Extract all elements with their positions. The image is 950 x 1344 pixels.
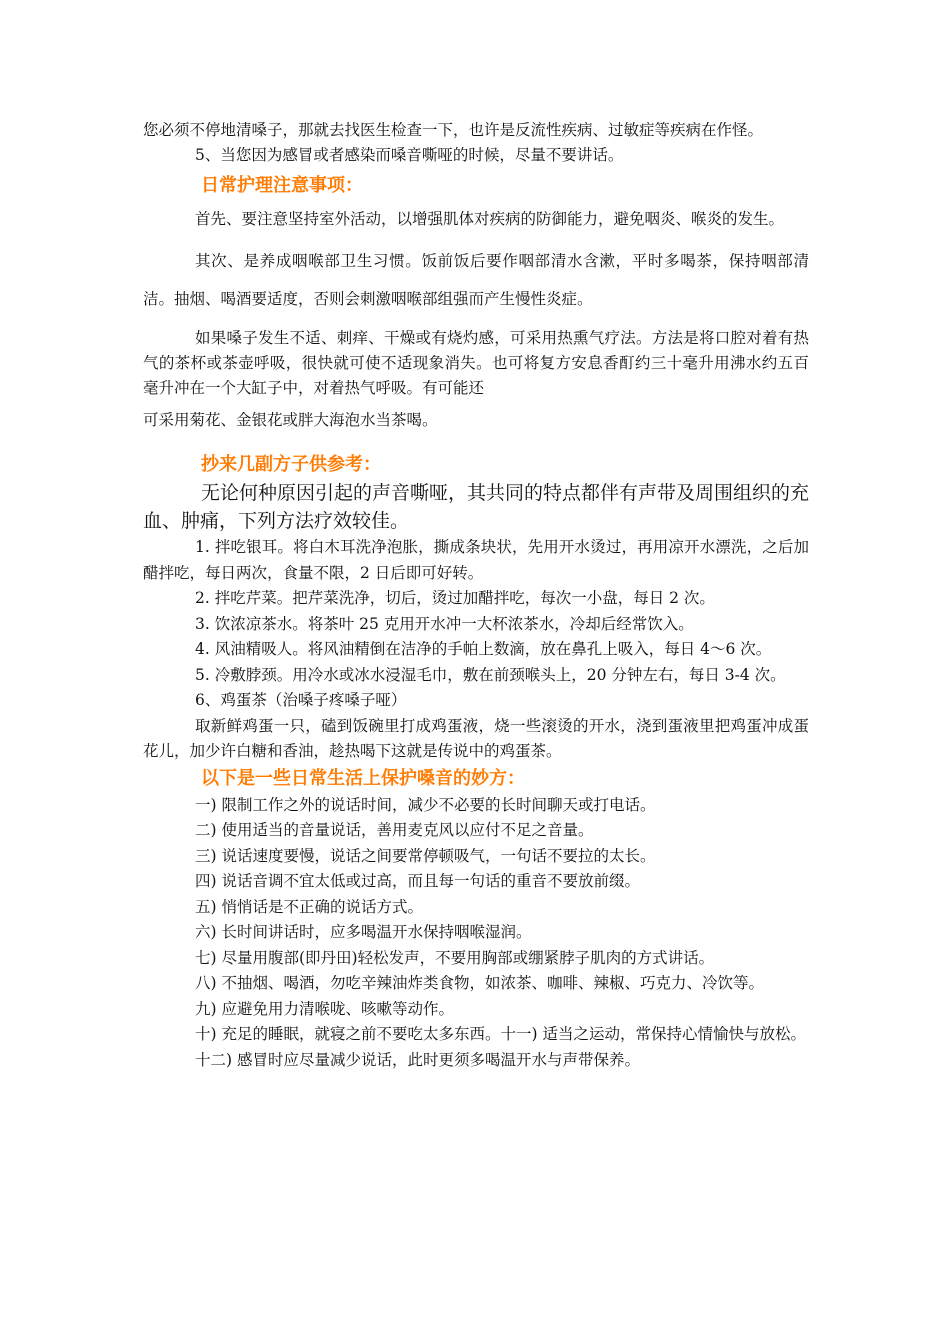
document-page	[143, 118, 809, 1073]
tip-item: 八) 不抽烟、喝酒，勿吃辛辣油炸类食物，如浓茶、咖啡、辣椒、巧克力、冷饮等。	[195, 974, 764, 992]
heading-recipes: 抄来几副方子供参考：	[201, 454, 381, 475]
tip-item: 十二) 感冒时应尽量减少说话，此时更须多喝温开水与声带保养。	[195, 1050, 640, 1069]
recipe-item: 2. 拌吃芹菜。把芹菜洗净，切后，烫过加醋拌吃，每次一小盘，每日 2 次。	[195, 589, 715, 607]
tip-item: 一) 限制工作之外的说话时间，减少不必要的长时间聊天或打电话。	[195, 795, 656, 814]
tip-item: 五) 悄悄话是不正确的说话方式。	[195, 897, 423, 916]
heading-tips: 以下是一些日常生活上保护嗓音的妙方：	[201, 767, 525, 789]
recipe-item: 4. 风油精吸人。将风油精倒在洁净的手帕上数滴，放在鼻孔上吸入，每日 4～6 次。	[195, 640, 772, 658]
tip-item: 四) 说话音调不宜太低或过高，而且每一句话的重音不要放前缀。	[195, 872, 640, 890]
recipe-item: 6、鸡蛋茶（治嗓子疼嗓子哑）	[195, 691, 407, 709]
tip-item: 十) 充足的睡眠，就寝之前不要吃太多东西。十一) 适当之运动，常保持心情愉快与放松。	[195, 1025, 806, 1043]
recipe-item: 5. 冷敷脖颈。用冷水或冰水浸湿毛巾，敷在前颈喉头上，20 分钟左右，每日 3-4 次。	[195, 665, 786, 684]
heading-daily-care: 日常护理注意事项：	[201, 175, 363, 196]
tip-item: 七) 尽量用腹部(即丹田)轻松发声，不要用胸部或绷紧脖子肌肉的方式讲话。	[195, 948, 715, 967]
tip-item: 三) 说话速度要慢，说话之间要常停顿吸气，一句话不要拉的太长。	[195, 846, 656, 865]
tips-list	[143, 793, 809, 1074]
recipe-item: 3. 饮浓凉茶水。将茶叶 25 克用开水冲一大杯浓茶水，冷却后经常饮入。	[195, 614, 694, 633]
recipes-intro: 无论何种原因引起的声音嘶哑，其共同的特点都伴有声带及周围组织的充血、肿痛，下列方法疗效较佳。	[143, 482, 810, 532]
tip-item: 六) 长时间讲话时，应多喝温开水保持咽喉湿润。	[195, 923, 532, 941]
recipe-item: 取新鲜鸡蛋一只，磕到饭碗里打成鸡蛋液，烧一些滚烫的开水，浇到蛋液里把鸡蛋冲成蛋花儿，加少许白糖和香油，趁热喝下这就是传说中的鸡蛋茶。	[143, 716, 809, 760]
recipes-list	[143, 535, 809, 765]
intro-paragraph: 您必须不停地清嗓子，那就去找医生检查一下，也许是反流性疾病、过敏症等疾病在作怪。	[143, 121, 764, 139]
care-paragraph-1: 首先、要注意坚持室外活动，以增强肌体对疾病的防御能力，避免咽炎、喉炎的发生。	[195, 210, 785, 228]
care-paragraph-2: 其次、是养成咽喉部卫生习惯。饭前饭后要作咽部清水含漱，平时多喝茶，保持咽部清洁。抽烟、喝酒要适度，否则会刺激咽喉部组强而产生慢性炎症。	[143, 252, 809, 308]
tip-item: 二) 使用适当的音量说话，善用麦克风以应付不足之音量。	[195, 821, 594, 839]
tip-5-paragraph: 5、当您因为感冒或者感染而嗓音嘶哑的时候，尽量不要讲话。	[195, 146, 624, 164]
tip-item: 九) 应避免用力清喉咙、咳嗽等动作。	[195, 999, 454, 1018]
care-paragraph-4: 可采用菊花、金银花或胖大海泡水当茶喝。	[143, 411, 438, 429]
care-paragraph-3: 如果嗓子发生不适、刺痒、干燥或有烧灼感，可采用热熏气疗法。方法是将口腔对着有热气的茶杯或茶壶呼吸，很快就可使不适现象消失。也可将复方安息香酊约三十毫升用沸水约五百毫升冲在一个大缸子中，对着热气呼吸。有可能还	[143, 329, 809, 397]
recipe-item: 1. 拌吃银耳。将白木耳洗净泡胀，撕成条块状，先用开水烫过，再用凉开水漂洗，之后加醋拌吃，每日两次，食量不限，2 日后即可好转。	[143, 538, 809, 582]
